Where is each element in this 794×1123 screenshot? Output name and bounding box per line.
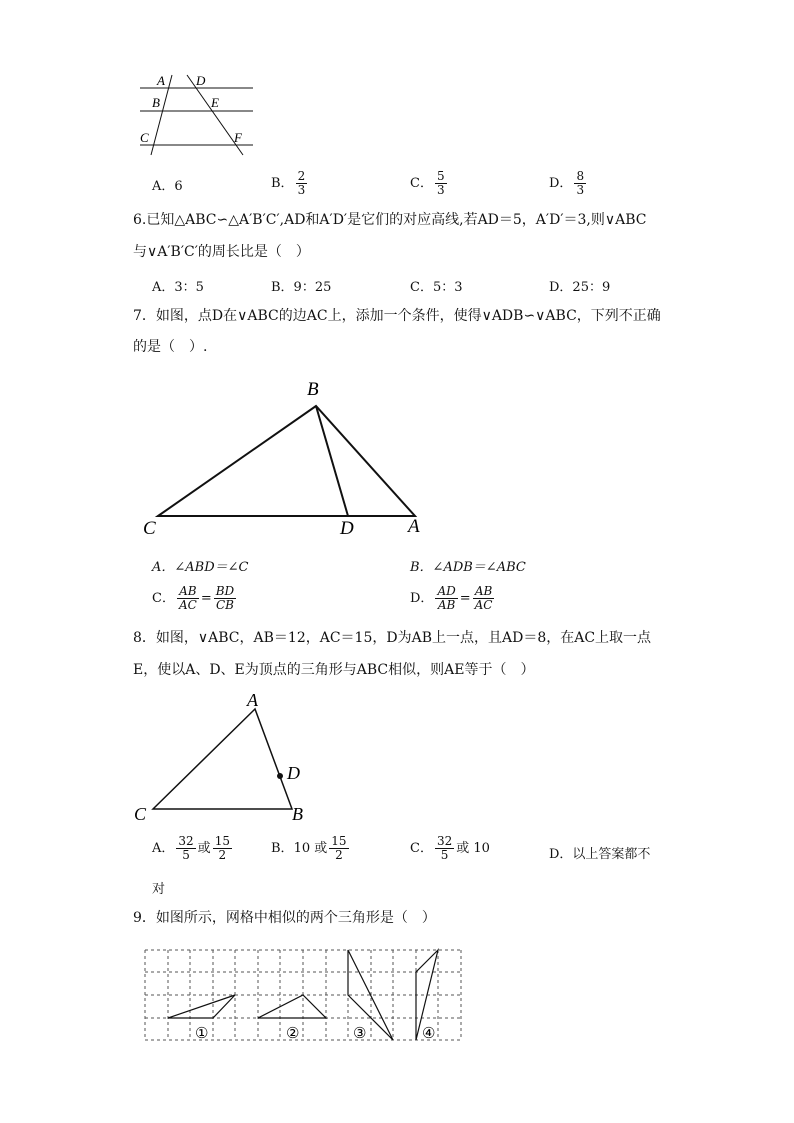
q7-stem-line1: 7．如图，点D在∨ABC的边AC上，添加一个条件，使得∨ADB∽∨ABC，下列不正确 <box>133 308 661 324</box>
label-F: F <box>234 130 242 145</box>
q6-option-a[interactable]: A．3：5 <box>152 280 204 295</box>
point-d <box>277 773 283 779</box>
triangle-abc-figure-q8 <box>130 690 315 826</box>
q5-option-c[interactable]: C． $\frac{5}{3}$ <box>410 169 445 197</box>
label-B: B <box>152 95 160 110</box>
triangle-abc <box>158 406 415 516</box>
q7-option-c[interactable]: C． $\frac{AB}{AC}$ = $\frac{BD}{CB}$ <box>152 584 235 612</box>
label-C: C <box>134 804 147 824</box>
label-D: D <box>196 73 206 88</box>
q7-stem-line2: 的是（ ）. <box>133 339 208 355</box>
fraction: $\frac{8}{3}$ <box>576 169 585 197</box>
fraction: $\frac{BD}{CB}$ <box>215 584 235 612</box>
label-D: D <box>340 518 354 539</box>
q6-option-c[interactable]: C．5：3 <box>410 280 463 295</box>
q8-option-b[interactable]: B．10 或 $\frac{15}{2}$ <box>271 834 347 862</box>
label-triangle-3: ③ <box>353 1026 367 1042</box>
q8-option-d[interactable]: D．以上答案都不 <box>549 847 651 862</box>
label-triangle-2: ② <box>286 1026 300 1042</box>
q6-stem-line1: 6.已知△ABC∽△A′B′C′,AD和A′D′是它们的对应高线,若AD＝5，A′D′＝3,则∨ABC <box>133 212 647 228</box>
fraction: $\frac{32}{5}$ <box>178 834 194 862</box>
label-triangle-1: ① <box>195 1026 209 1042</box>
label-triangle-4: ④ <box>422 1026 436 1042</box>
q7-option-d[interactable]: D． $\frac{AD}{AB}$ = $\frac{AB}{AC}$ <box>410 584 493 612</box>
label-C: C <box>140 130 149 145</box>
q6-option-d[interactable]: D．25：9 <box>549 280 611 295</box>
q5-option-b[interactable]: B． $\frac{2}{3}$ <box>271 169 306 197</box>
q9-stem: 9．如图所示，网格中相似的两个三角形是（ ） <box>133 910 436 926</box>
q8-option-d-continued: 对 <box>152 882 166 897</box>
label-C: C <box>143 518 156 539</box>
fraction: $\frac{15}{2}$ <box>214 834 230 862</box>
q8-stem-line2: E，使以A、D、E为顶点的三角形与ABC相似，则AE等于（ ） <box>133 662 535 678</box>
triangle-2 <box>258 995 326 1018</box>
triangle-abc <box>153 709 292 809</box>
q8-stem-line1: 8．如图，∨ABC，AB＝12，AC＝15，D为AB上一点，且AD＝8，在AC上取一点 <box>133 630 652 646</box>
fraction: $\frac{AB}{AC}$ <box>474 584 493 612</box>
label-A: A <box>157 73 165 88</box>
q8-option-a[interactable]: A． $\frac{32}{5}$ 或 $\frac{15}{2}$ <box>152 834 230 862</box>
label-B: B <box>307 379 319 400</box>
q6-stem-line2: 与∨A′B′C′的周长比是（ ） <box>133 244 310 260</box>
fraction: $\frac{15}{2}$ <box>331 834 347 862</box>
fraction: $\frac{5}{3}$ <box>436 169 445 197</box>
q5-option-a[interactable]: A．6 <box>152 179 183 194</box>
label-A: A <box>408 516 420 537</box>
label-B: B <box>292 804 303 824</box>
fraction: $\frac{AB}{AC}$ <box>178 584 197 612</box>
q7-option-a[interactable]: A．∠ABD＝∠C <box>152 560 249 575</box>
triangle-1 <box>168 995 235 1018</box>
q6-option-b[interactable]: B．9：25 <box>271 280 332 295</box>
label-A: A <box>247 690 258 710</box>
fraction: $\frac{32}{5}$ <box>436 834 453 862</box>
parallel-lines-figure <box>130 70 260 158</box>
q8-option-c[interactable]: C． $\frac{32}{5}$ 或 10 <box>410 834 490 862</box>
fraction: $\frac{2}{3}$ <box>297 169 306 197</box>
label-D: D <box>287 763 300 783</box>
q7-option-b[interactable]: B．∠ADB＝∠ABC <box>410 560 526 575</box>
label-E: E <box>211 95 219 110</box>
triangle-grid-figure <box>140 945 466 1045</box>
q5-option-d[interactable]: D． $\frac{8}{3}$ <box>549 169 585 197</box>
fraction: $\frac{AD}{AB}$ <box>437 584 456 612</box>
triangle-abc-figure-q7 <box>140 372 440 540</box>
